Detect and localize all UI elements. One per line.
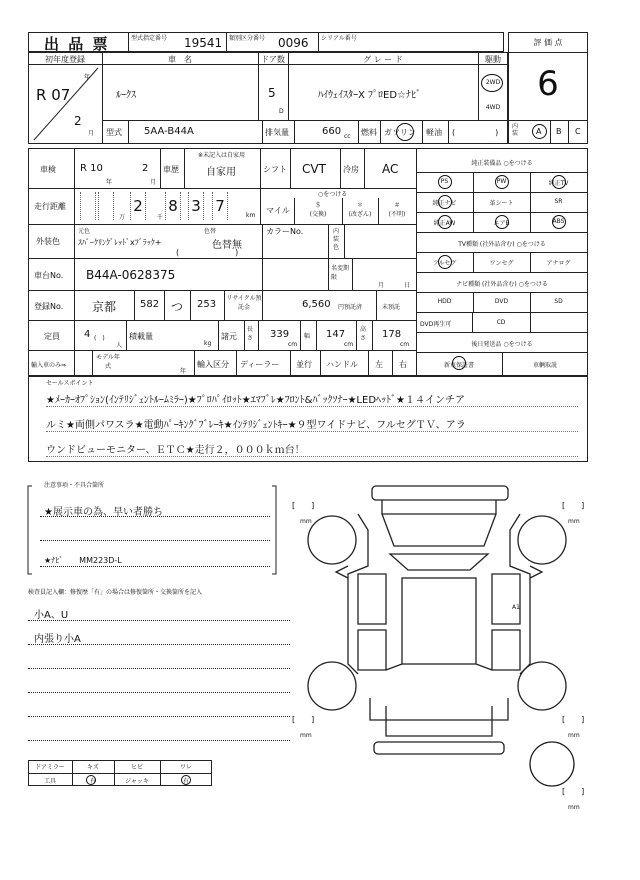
color-swap-label: 色替 xyxy=(204,228,217,235)
cc-unit: cc xyxy=(344,133,351,140)
later-item: 車輌取説 xyxy=(532,362,557,369)
inspector-line-1: 小A、U xyxy=(34,610,69,621)
model-value: 5AA-B44A xyxy=(144,126,194,137)
recycle-unit: 円預託済 xyxy=(338,304,363,311)
color-value: ｽﾊﾟｰｸﾘﾝｸﾞﾚｯﾄﾞxﾌﾞﾗｯｸ+ xyxy=(78,238,162,247)
name-label: 車 名 xyxy=(168,55,192,64)
handle-label: ハンドル xyxy=(326,360,358,369)
use-label: 車歴 xyxy=(163,165,179,174)
legend-split: ワレ xyxy=(179,764,192,771)
class-no-label: 類別区分番号 xyxy=(229,35,266,42)
load-label: 積載量 xyxy=(129,332,153,341)
frame-number: B44A-0628375 xyxy=(86,268,176,282)
import-parallel: 並行 xyxy=(296,360,312,369)
tire-front-right-mm: mm xyxy=(568,518,580,525)
displacement-label: 排気量 xyxy=(265,128,289,137)
handle-right: 右 xyxy=(399,360,407,369)
legend-scratch: キズ xyxy=(87,764,99,771)
name-change-label: 名変期限 xyxy=(331,265,350,281)
option-item: アナログ xyxy=(546,260,571,267)
mileage-sen: 千 xyxy=(157,214,164,221)
grid-divider xyxy=(416,212,588,213)
grade-value: ﾊｲｳｪｲｽﾀｰX ﾌﾟﾛED☆ﾅﾋﾞ xyxy=(318,90,422,101)
length-label: 長さ xyxy=(247,326,254,342)
mileage-label: 走行距離 xyxy=(34,202,66,211)
tire-front-right-bracket: [ ] xyxy=(562,501,585,510)
equipment-item: エアB xyxy=(493,220,510,227)
equipment-item: PS xyxy=(440,178,449,185)
notes-label: 注意事項・不具合箇所 xyxy=(44,482,105,489)
mileage-digit-box xyxy=(98,192,114,220)
cd-label: CD xyxy=(496,319,506,326)
shift-value: CVT xyxy=(302,162,326,176)
model-year-label: モデル年式 xyxy=(96,354,120,370)
reg-number: 253 xyxy=(197,299,217,310)
reg-label: 登録No. xyxy=(34,302,64,311)
capacity-paren: ( ) xyxy=(94,335,105,342)
equipment-item: 純正ナビ xyxy=(432,200,457,207)
import-dealer: ディーラー xyxy=(240,360,280,369)
name-change-month: 月 xyxy=(378,282,385,289)
first-reg-year: R 07 xyxy=(36,86,71,104)
genuine-title: 純正装備品 ○をつける xyxy=(471,160,533,167)
wheel-front-right xyxy=(518,516,566,564)
interior-c: C xyxy=(575,127,581,136)
shaken-tsuki: 月 xyxy=(150,179,157,186)
later-title: 後日発送品 ○をつける xyxy=(471,341,533,348)
name-change-day: 日 xyxy=(404,282,411,289)
mileage-digit: 3 xyxy=(191,197,201,215)
mileage-digit-box xyxy=(80,192,96,220)
wheel-front-left xyxy=(308,516,356,564)
shaken-month: 2 xyxy=(142,163,149,174)
fuel-label: 燃料 xyxy=(361,128,377,137)
color-swap-value: 色替無 xyxy=(212,240,242,251)
tire-spare-bracket: [ ] xyxy=(562,787,585,796)
inspector-line-2: 内張り小A xyxy=(34,634,81,645)
sales-line-2: ルミ★両側パワスラ★電動ﾊﾟｰｷﾝｸﾞﾌﾞﾚｰｷ★ｲﾝﾃﾘｼﾞｪﾝﾄｷｰ★９型ワイドナビ、フルセグＴＶ、アラ xyxy=(46,416,578,432)
meter-note: ○をつける xyxy=(318,191,348,198)
grade-label: グ レ ー ド xyxy=(363,55,403,64)
shift-label: シフト xyxy=(263,165,287,174)
inspector-label: 検査員記入欄：修復歴「有」の場合は修復箇所・交換箇所を記入 xyxy=(28,589,203,596)
frame-label: 車台No. xyxy=(34,271,64,280)
legend-jack: ジャッキ xyxy=(125,778,149,785)
load-unit: kg xyxy=(204,340,212,347)
option-item: HDD xyxy=(437,298,452,305)
recycle-amount: 6,560 xyxy=(302,299,331,310)
score-value: 6 xyxy=(537,64,559,104)
equipment-item: SR xyxy=(554,198,563,205)
damage-mark-a1: A1 xyxy=(512,604,520,611)
equipment-item: PW xyxy=(496,178,507,185)
mileage-km: km xyxy=(246,212,256,219)
notes-line-1: ★展示車の為、早い者勝ち xyxy=(44,507,163,518)
equipment-item: ABS xyxy=(552,218,565,225)
ac-label: 冷房 xyxy=(343,165,359,174)
legend-tool: 工具 xyxy=(43,778,56,785)
vehicle-name: ﾙｰｸｽ xyxy=(116,90,136,101)
first-reg-label: 初年度登録 xyxy=(45,55,85,64)
fuel-other: ( ) xyxy=(452,128,499,137)
tire-spare-mm: mm xyxy=(568,804,580,811)
equipment-item: 純正AW xyxy=(433,220,456,227)
option-item: DVD xyxy=(494,298,509,305)
meter-mile: マイル xyxy=(266,206,290,215)
mileage-digit: 8 xyxy=(168,197,178,215)
capacity-value: 4 xyxy=(84,329,91,340)
reg-city: 京都 xyxy=(92,300,117,314)
color-no-label: カラーNo. xyxy=(266,227,304,236)
dvd-label: DVD再生可 xyxy=(420,321,452,328)
first-reg-month: 2 xyxy=(74,114,82,128)
tire-rear-left-mm: mm xyxy=(300,732,312,739)
class-no-value: 0096 xyxy=(278,36,309,50)
shaken-year: R 10 xyxy=(80,163,103,174)
later-item: 新車保証書 xyxy=(443,362,474,369)
mileage-digit: 2 xyxy=(133,197,143,215)
shaken-label: 車検 xyxy=(40,165,56,174)
option-item: SD xyxy=(554,298,563,305)
recycle-label: リサイクル預託金 xyxy=(226,295,262,311)
option-item: フルセグ xyxy=(432,260,457,267)
shaken-nen: 年 xyxy=(106,179,113,186)
wheel-rear-left xyxy=(308,662,356,710)
navi-title: ナビ種類 (社外品含む) ○をつける xyxy=(456,281,548,288)
car-diagram xyxy=(286,474,592,814)
sales-line-3: ウンドビューモニター、ＥＴＣ★走行２，０００ｋｍ台！ xyxy=(46,441,578,457)
spare-wheel xyxy=(530,742,574,786)
legend-door-mirror: ドアミラー xyxy=(35,764,65,771)
notes-line-2: ★ﾅﾋﾞ MM223D-L xyxy=(44,556,122,565)
legend-tool-have: 有 xyxy=(89,778,96,785)
inspect-no-label: 型式指定番号 xyxy=(131,35,168,42)
serial-label: シリアル番号 xyxy=(321,35,357,42)
import-class-label: 輸入区分 xyxy=(197,360,229,369)
tire-rear-right-bracket: [ ] xyxy=(562,715,585,724)
option-item: ワンセグ xyxy=(489,260,514,267)
legend-crack: ヒビ xyxy=(130,764,143,771)
tv-title: TV種類 (社外品含む) ○をつける xyxy=(458,241,546,248)
interior-a: A xyxy=(536,127,542,136)
doors-label: ドア数 xyxy=(261,55,285,64)
month-unit: 月 xyxy=(88,130,95,137)
score-label: 評 価 点 xyxy=(533,38,563,47)
ac-value: AC xyxy=(382,162,399,176)
color-label: 外装色 xyxy=(36,237,60,246)
meter-alter: ＊ (改ざん) xyxy=(348,202,372,218)
model-label: 型式 xyxy=(106,128,122,137)
interior-color-label: 内装色 xyxy=(333,228,340,251)
model-year-unit: 年 xyxy=(180,368,187,375)
equipment-item: 純正TV xyxy=(548,180,569,187)
drive-2wd: 2WD xyxy=(485,79,501,86)
height-value: 178 xyxy=(382,329,402,340)
tire-front-left-mm: mm xyxy=(300,518,312,525)
tire-rear-right-mm: mm xyxy=(568,732,580,739)
mileage-man: 万 xyxy=(119,214,126,221)
capacity-label: 定員 xyxy=(44,332,60,341)
color-paren: ( ) xyxy=(176,248,239,257)
sales-line-1: ★ﾒｰｶｰｵﾌﾟｼｮﾝ(ｲﾝﾃﾘｼﾞｪﾝﾄﾙｰﾑﾐﾗｰ)★ﾌﾟﾛﾊﾟｲﾛｯﾄ★ｴﾏﾌﾞﾚ★ﾌﾛﾝﾄ&ﾊﾞｯｸｿﾅｰ★LEDﾍｯﾄﾞ★１４インチア xyxy=(46,391,578,407)
grid-divider xyxy=(416,192,588,193)
height-label: 高さ xyxy=(360,326,367,342)
width-value: 147 xyxy=(326,329,346,340)
capacity-unit: 人 xyxy=(116,342,123,349)
sales-label: セールスポイント xyxy=(46,380,94,387)
use-note: ※未記入は自家用 xyxy=(198,152,246,159)
reg-kana: つ xyxy=(171,300,184,314)
reg-class: 582 xyxy=(140,299,160,310)
length-unit: cm xyxy=(288,341,298,348)
import-label: 輸入車のみ⇒ xyxy=(31,362,67,369)
recycle-unpaid: 未預託 xyxy=(382,304,401,311)
tire-front-left-bracket: [ ] xyxy=(292,501,315,510)
displacement-value: 660 xyxy=(322,126,342,137)
drive-label: 駆動 xyxy=(485,55,501,64)
legend-jack-have: 有 xyxy=(182,778,189,785)
tire-rear-left-bracket: [ ] xyxy=(292,715,315,724)
width-unit: cm xyxy=(344,341,354,348)
year-unit: 年 xyxy=(84,74,91,81)
dims-label: 諸元 xyxy=(221,332,237,341)
interior-b: B xyxy=(556,127,562,136)
door-count: 5 xyxy=(268,86,276,100)
equipment-item: 革シート xyxy=(489,200,514,207)
handle-left: 左 xyxy=(375,360,383,369)
height-unit: cm xyxy=(400,341,410,348)
color-original-label: 元色 xyxy=(78,228,91,235)
drive-4wd: 4WD xyxy=(485,104,501,111)
length-value: 339 xyxy=(270,329,290,340)
door-suffix: D xyxy=(279,108,284,115)
inspect-no-value: 19541 xyxy=(184,36,223,50)
mileage-digit: 7 xyxy=(215,197,225,215)
fuel-gasoline: ガソリン xyxy=(384,128,416,137)
meter-swap: ＄ (交換) xyxy=(309,202,327,218)
form-title: 出 品 票 xyxy=(44,35,110,53)
use-value: 自家用 xyxy=(206,167,236,178)
interior-label: 内装 xyxy=(512,123,519,137)
meter-unknown: ＃ (不明) xyxy=(388,202,406,218)
fuel-diesel: 軽油 xyxy=(426,128,442,137)
width-label: 幅 xyxy=(304,333,311,340)
